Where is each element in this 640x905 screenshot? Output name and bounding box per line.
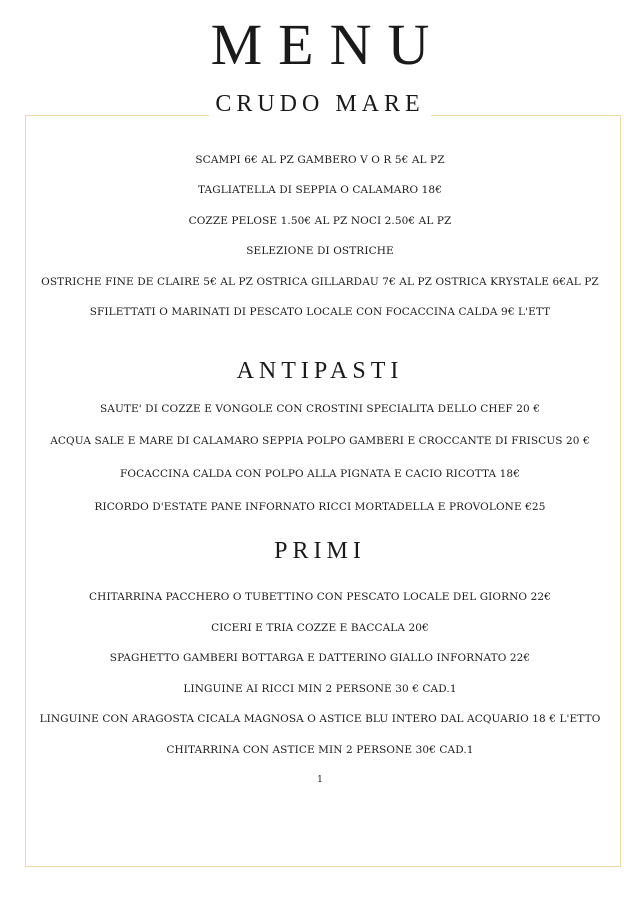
crudo-mare-heading-text: CRUDO MARE xyxy=(209,91,430,117)
crudo-item: SELEZIONE DI OSTRICHE xyxy=(246,245,394,257)
antipasti-item: RICORDO D'ESTATE PANE INFORNATO RICCI MORTADELLA E PROVOLONE €25 xyxy=(94,501,546,513)
antipasti-item: FOCACCINA CALDA CON POLPO ALLA PIGNATA E CACIO RICOTTA 18€ xyxy=(119,468,520,480)
primi-item: CHITARRINA PACCHERO O TUBETTINO CON PESCATO LOCALE DEL GIORNO 22€ xyxy=(89,591,551,603)
crudo-item: OSTRICHE FINE DE CLAIRE 5€ AL PZ OSTRICA GILLARDAU 7€ AL PZ OSTRICA KRYSTALE 6€AL PZ xyxy=(41,276,599,288)
page-number: 1 xyxy=(317,775,323,785)
crudo-item: COZZE PELOSE 1.50€ AL PZ NOCI 2.50€ AL PZ xyxy=(188,215,452,227)
antipasti-heading: ANTIPASTI xyxy=(236,358,404,384)
crudo-item: SFILETTATI O MARINATI DI PESCATO LOCALE CON FOCACCINA CALDA 9€ L'ETT xyxy=(89,306,551,318)
crudo-item: SCAMPI 6€ AL PZ GAMBERO V O R 5€ AL PZ xyxy=(195,154,445,166)
antipasti-item: ACQUA SALE E MARE DI CALAMARO SEPPIA POLPO GAMBERI E CROCCANTE DI FRISCUS 20 € xyxy=(50,435,590,447)
primi-heading: PRIMI xyxy=(274,538,366,564)
antipasti-item: SAUTE' DI COZZE E VONGOLE CON CROSTINI SPECIALITA DELLO CHEF 20 € xyxy=(99,403,541,415)
primi-item: LINGUINE CON ARAGOSTA CICALA MAGNOSA O ASTICE BLU INTERO DAL ACQUARIO 18 € L'ETTO xyxy=(39,713,601,725)
crudo-item: TAGLIATELLA DI SEPPIA O CALAMARO 18€ xyxy=(198,184,442,196)
primi-item: SPAGHETTO GAMBERI BOTTARGA E DATTERINO GIALLO INFORNATO 22€ xyxy=(109,652,531,664)
primi-item: CICERI E TRIA COZZE E BACCALA 20€ xyxy=(211,622,429,634)
crudo-mare-heading xyxy=(0,90,640,118)
primi-item: CHITARRINA CON ASTICE MIN 2 PERSONE 30€ CAD.1 xyxy=(166,744,474,756)
primi-item: LINGUINE AI RICCI MIN 2 PERSONE 30 € CAD.1 xyxy=(183,683,457,695)
menu-title: MENU xyxy=(210,12,446,77)
